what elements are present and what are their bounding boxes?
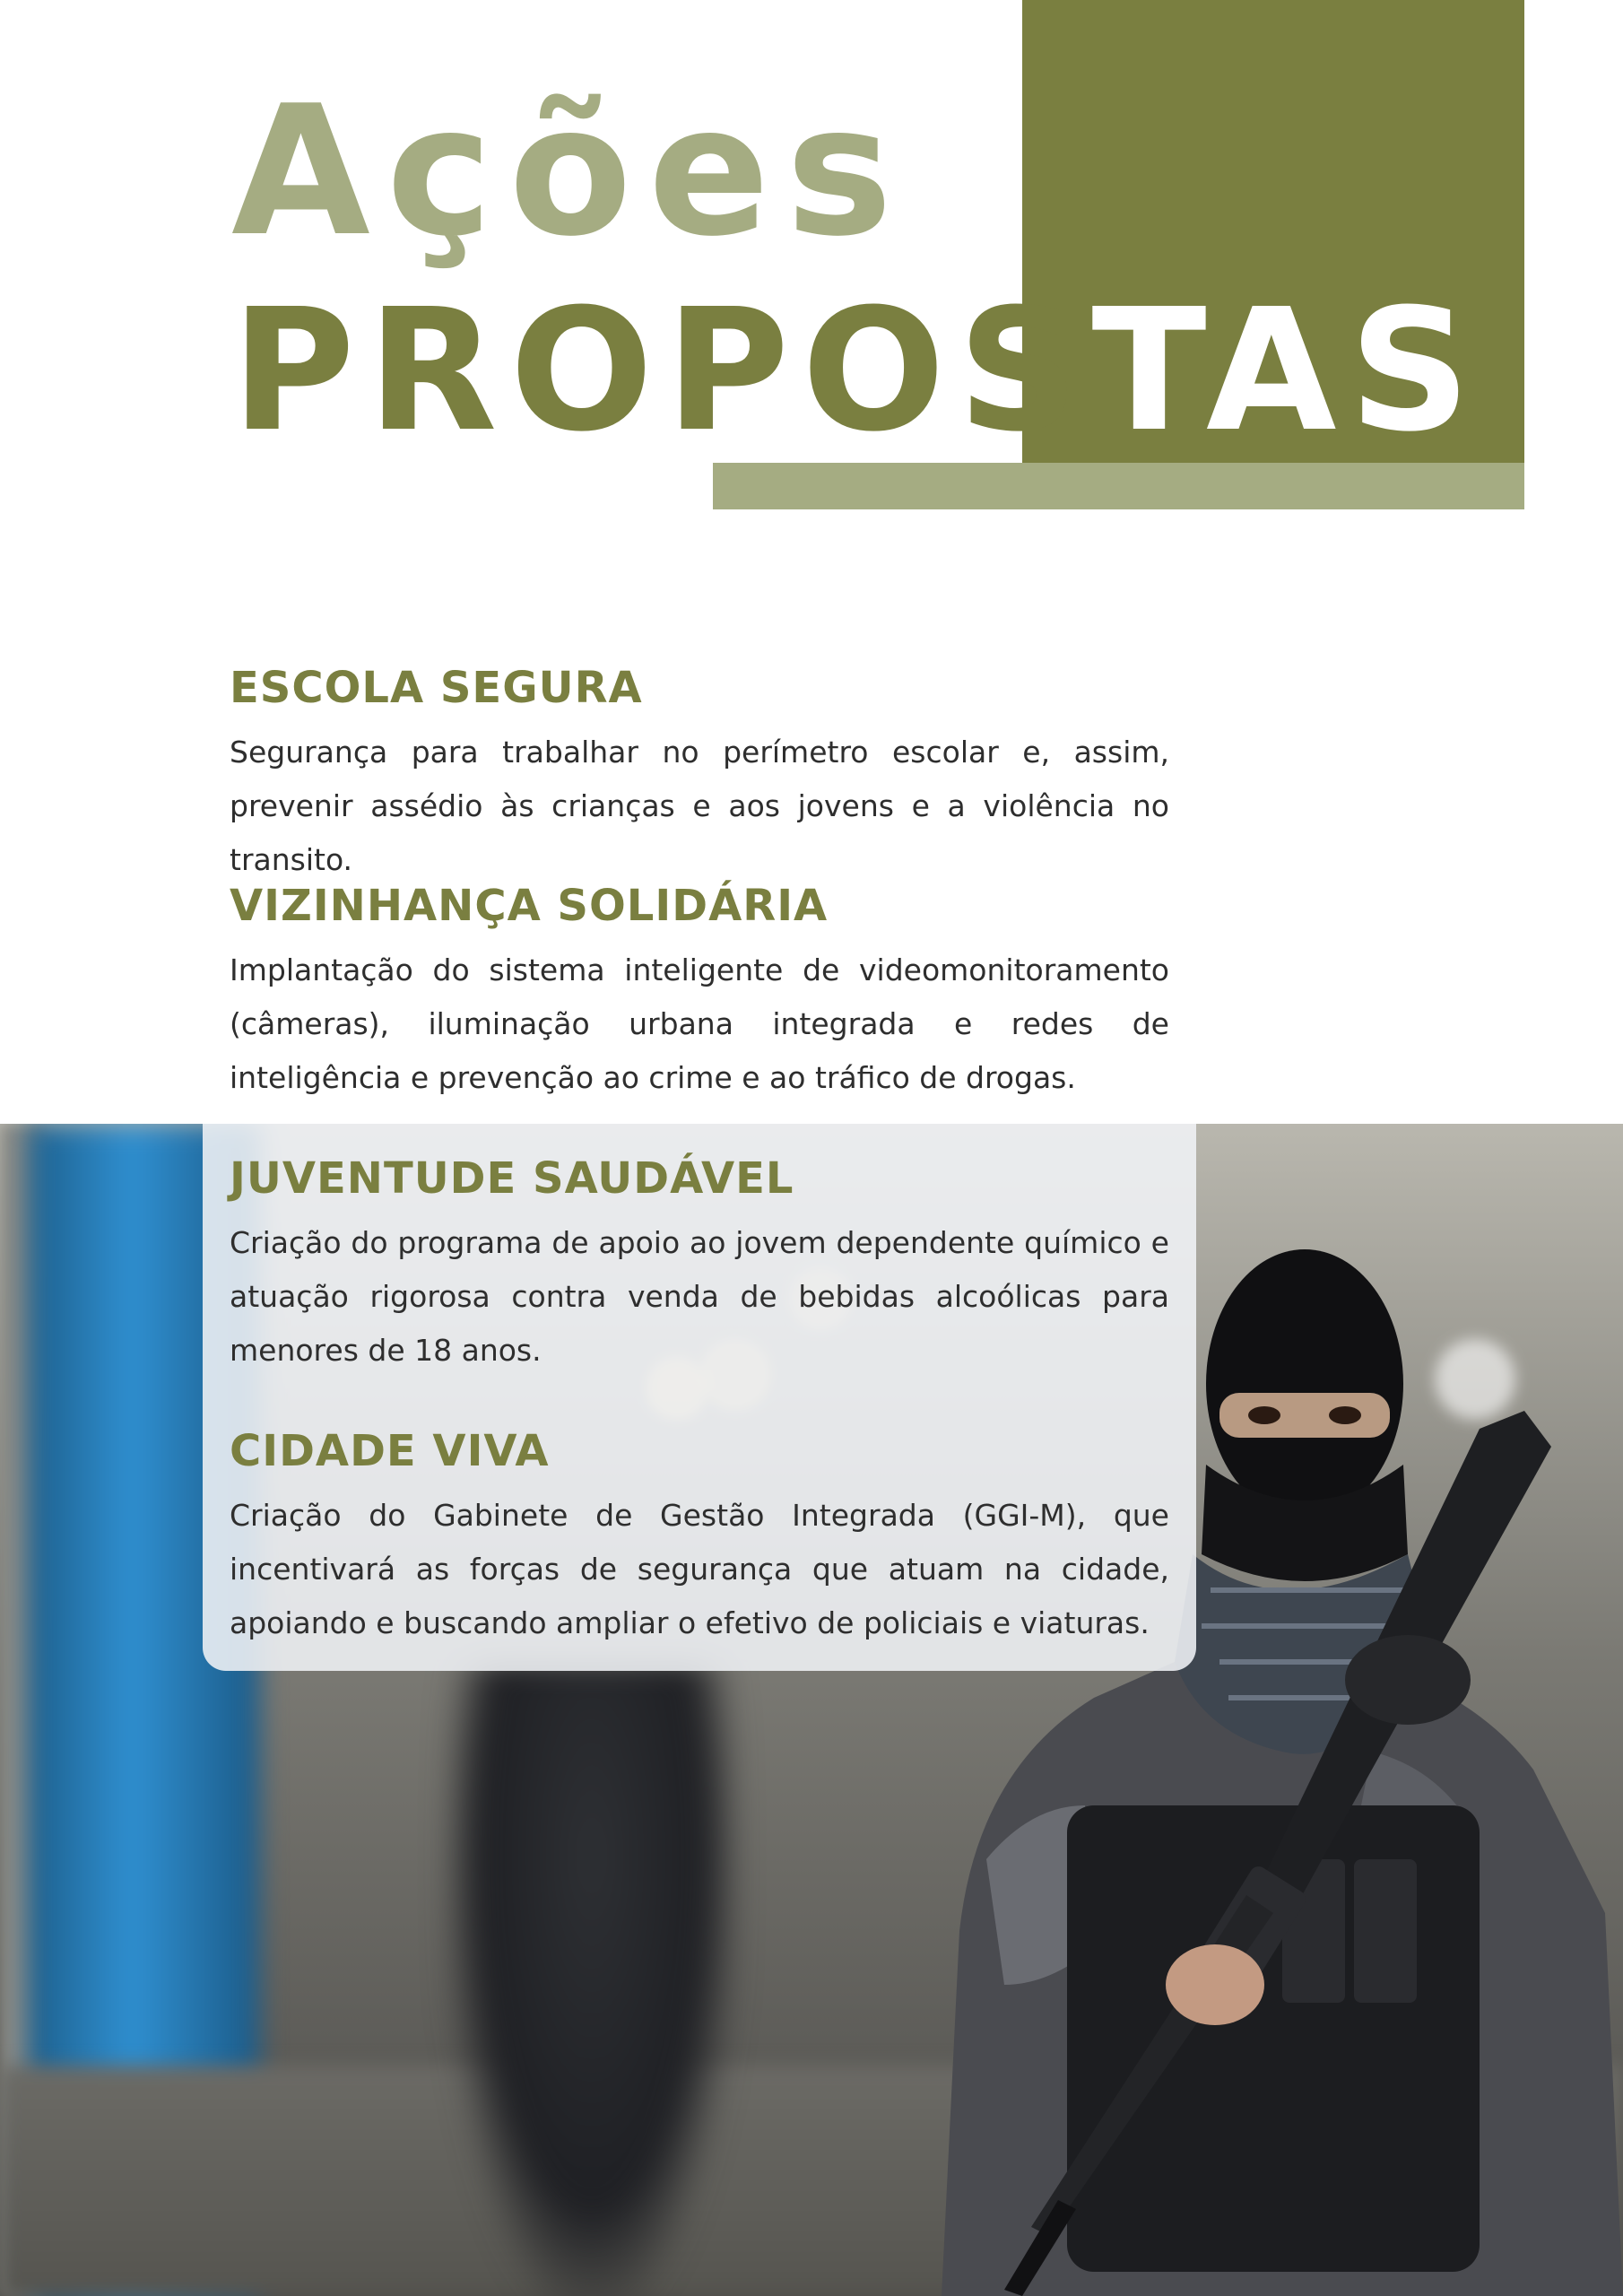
section-juventude-saudavel — [230, 1154, 1169, 1378]
section-heading: VIZINHANÇA SOLIDÁRIA — [230, 881, 829, 931]
title-line2-part1: PROPOS — [231, 273, 1092, 469]
section-text: Implantação do sistema inteligente de videomonitoramento (câmeras), iluminação urbana integrada e redes de inteligência e prevenção ao crime e ao tráfico de drogas. — [230, 952, 1169, 1096]
section-vizinhanca-solidaria — [230, 882, 1169, 1105]
section-text: Criação do programa de apoio ao jovem dependente químico e atuação rigorosa contra venda de bebidas alcoólicas para menores de 18 anos. — [230, 1225, 1169, 1369]
title-underline-bar — [713, 463, 1524, 509]
section-heading: CIDADE VIVA — [230, 1426, 550, 1476]
section-cidade-viva — [230, 1427, 1169, 1650]
section-heading: ESCOLA SEGURA — [230, 663, 643, 713]
section-escola-segura — [230, 664, 1169, 887]
section-text: Criação do Gabinete de Gestão Integrada (GGI-M), que incentivará as forças de segurança que atuam na cidade, apoiando e buscando ampliar o efetivo de policiais e viaturas. — [230, 1498, 1169, 1641]
photo-background-figure — [448, 1662, 735, 2296]
section-text: Segurança para trabalhar no perímetro escolar e, assim, prevenir assédio às crianças e aos jovens e a violência no transito. — [230, 735, 1169, 878]
title-line2-part2: TAS — [1091, 273, 1483, 469]
title-line1: Ações — [231, 67, 909, 276]
section-heading: JUVENTUDE SAUDÁVEL — [230, 1153, 794, 1204]
title-line2 — [231, 273, 1483, 469]
